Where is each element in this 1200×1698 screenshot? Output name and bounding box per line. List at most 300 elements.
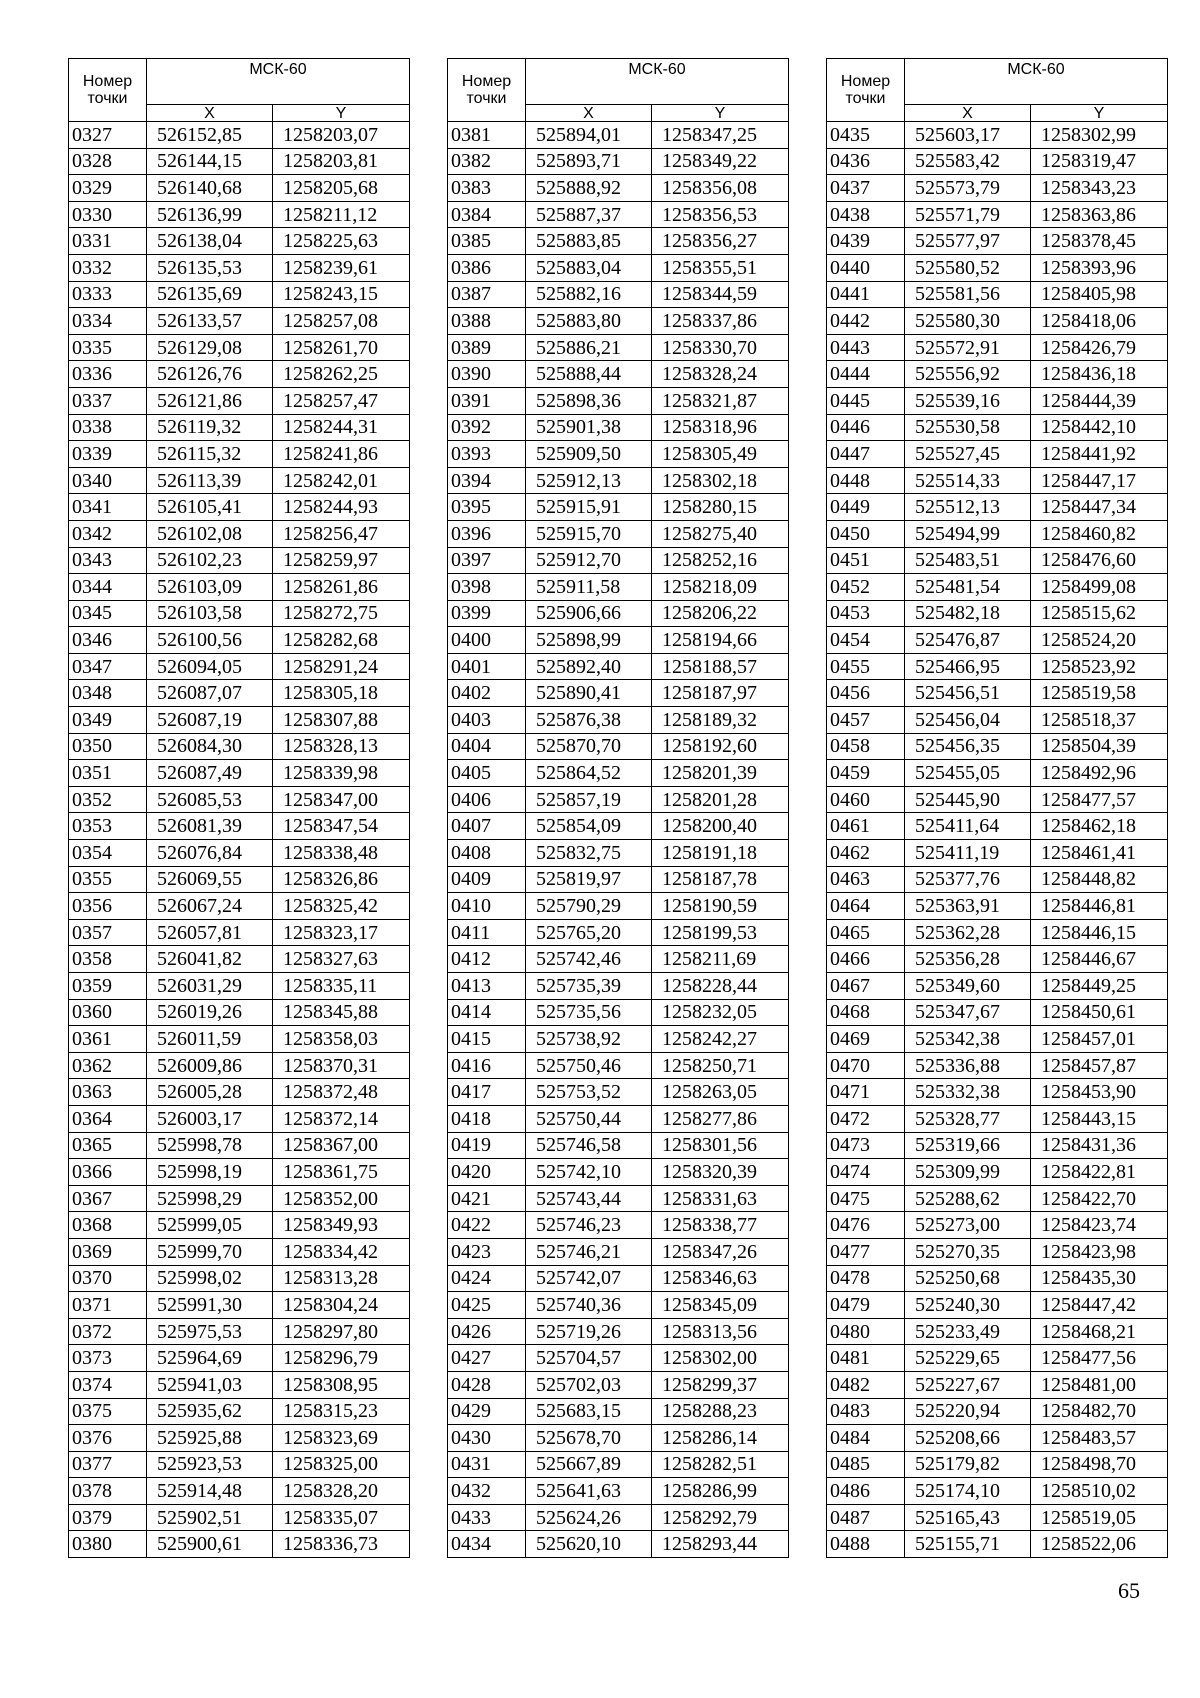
x-coordinate-cell: 525208,66 — [905, 1425, 1031, 1452]
y-coordinate-cell: 1258299,37 — [652, 1371, 789, 1398]
table-row — [69, 1478, 410, 1505]
x-coordinate-cell: 526094,05 — [147, 653, 273, 680]
table-row — [827, 786, 1168, 813]
table-row — [827, 1159, 1168, 1186]
point-number-cell: 0466 — [827, 946, 905, 973]
point-number-cell: 0334 — [69, 308, 147, 335]
table-row — [69, 1105, 410, 1132]
x-coordinate-cell: 525746,21 — [526, 1238, 652, 1265]
point-number-header — [69, 59, 147, 122]
point-number-cell: 0410 — [448, 893, 526, 920]
y-coordinate-cell: 1258477,56 — [1031, 1345, 1168, 1372]
x-coordinate-cell: 525883,04 — [526, 254, 652, 281]
y-coordinate-cell: 1258187,78 — [652, 866, 789, 893]
table-row — [69, 919, 410, 946]
table-row — [827, 1398, 1168, 1425]
y-coordinate-cell: 1258345,09 — [652, 1292, 789, 1319]
table-row — [69, 786, 410, 813]
y-coordinate-cell: 1258477,57 — [1031, 786, 1168, 813]
y-coordinate-cell: 1258448,82 — [1031, 866, 1168, 893]
point-number-cell: 0439 — [827, 228, 905, 255]
x-coordinate-cell: 525336,88 — [905, 1052, 1031, 1079]
x-coordinate-cell: 525750,44 — [526, 1105, 652, 1132]
point-number-cell: 0443 — [827, 334, 905, 361]
x-coordinate-cell: 525512,13 — [905, 494, 1031, 521]
x-coordinate-cell: 525892,40 — [526, 653, 652, 680]
point-number-cell: 0396 — [448, 520, 526, 547]
x-coordinate-cell: 526115,32 — [147, 441, 273, 468]
x-coordinate-cell: 525347,67 — [905, 999, 1031, 1026]
point-number-cell: 0399 — [448, 600, 526, 627]
point-number-cell: 0488 — [827, 1531, 905, 1558]
x-coordinate-cell: 525887,37 — [526, 201, 652, 228]
point-number-cell: 0474 — [827, 1159, 905, 1186]
y-coordinate-cell: 1258261,86 — [273, 574, 410, 601]
x-coordinate-cell: 526076,84 — [147, 840, 273, 867]
x-coordinate-cell: 525411,64 — [905, 813, 1031, 840]
point-number-cell: 0382 — [448, 148, 526, 175]
table-row — [448, 1398, 789, 1425]
point-number-cell: 0463 — [827, 866, 905, 893]
x-coordinate-cell: 526103,58 — [147, 600, 273, 627]
table-row — [448, 707, 789, 734]
y-coordinate-cell: 1258200,40 — [652, 813, 789, 840]
y-coordinate-cell: 1258352,00 — [273, 1185, 410, 1212]
table-row — [448, 1079, 789, 1106]
y-coordinate-cell: 1258291,24 — [273, 653, 410, 680]
y-coordinate-cell: 1258187,97 — [652, 680, 789, 707]
point-number-cell: 0475 — [827, 1185, 905, 1212]
y-coordinate-cell: 1258447,42 — [1031, 1292, 1168, 1319]
x-coordinate-cell: 526019,26 — [147, 999, 273, 1026]
y-coordinate-cell: 1258422,81 — [1031, 1159, 1168, 1186]
point-number-cell: 0451 — [827, 547, 905, 574]
table-row — [448, 494, 789, 521]
x-coordinate-cell: 525870,70 — [526, 733, 652, 760]
point-number-cell: 0392 — [448, 414, 526, 441]
point-number-header-line2: точки — [845, 90, 886, 107]
y-coordinate-cell: 1258192,60 — [652, 733, 789, 760]
point-number-cell: 0455 — [827, 653, 905, 680]
point-number-cell: 0394 — [448, 467, 526, 494]
x-coordinate-cell: 525240,30 — [905, 1292, 1031, 1319]
y-coordinate-cell: 1258457,01 — [1031, 1026, 1168, 1053]
point-number-cell: 0344 — [69, 574, 147, 601]
point-number-cell: 0362 — [69, 1052, 147, 1079]
point-number-cell: 0419 — [448, 1132, 526, 1159]
table-row — [448, 1026, 789, 1053]
x-coordinate-cell: 525883,80 — [526, 308, 652, 335]
table-row — [69, 494, 410, 521]
point-number-cell: 0373 — [69, 1345, 147, 1372]
y-coordinate-cell: 1258308,95 — [273, 1371, 410, 1398]
y-coordinate-cell: 1258355,51 — [652, 254, 789, 281]
x-coordinate-cell: 525832,75 — [526, 840, 652, 867]
point-number-cell: 0483 — [827, 1398, 905, 1425]
y-coordinate-cell: 1258288,23 — [652, 1398, 789, 1425]
x-coordinate-cell: 525683,15 — [526, 1398, 652, 1425]
x-coordinate-cell: 526041,82 — [147, 946, 273, 973]
x-coordinate-cell: 525476,87 — [905, 627, 1031, 654]
x-coordinate-cell: 526119,32 — [147, 414, 273, 441]
point-number-cell: 0449 — [827, 494, 905, 521]
table-row — [448, 1371, 789, 1398]
y-coordinate-cell: 1258305,18 — [273, 680, 410, 707]
point-number-header-line2: точки — [87, 90, 128, 107]
point-number-cell: 0447 — [827, 441, 905, 468]
point-number-cell: 0418 — [448, 1105, 526, 1132]
point-number-cell: 0359 — [69, 973, 147, 1000]
x-coordinate-cell: 525941,03 — [147, 1371, 273, 1398]
table-row — [448, 919, 789, 946]
x-coordinate-cell: 525998,02 — [147, 1265, 273, 1292]
point-number-cell: 0444 — [827, 361, 905, 388]
table-row — [827, 1371, 1168, 1398]
point-number-cell: 0384 — [448, 201, 526, 228]
table-row — [69, 1185, 410, 1212]
x-coordinate-cell: 525888,92 — [526, 175, 652, 202]
point-number-cell: 0350 — [69, 733, 147, 760]
table-row — [448, 254, 789, 281]
y-coordinate-cell: 1258326,86 — [273, 866, 410, 893]
point-number-cell: 0423 — [448, 1238, 526, 1265]
table-row — [69, 600, 410, 627]
table-row — [827, 1292, 1168, 1319]
y-coordinate-cell: 1258328,20 — [273, 1478, 410, 1505]
table-row — [69, 1026, 410, 1053]
point-number-cell: 0338 — [69, 414, 147, 441]
y-coordinate-cell: 1258280,15 — [652, 494, 789, 521]
table-row — [69, 281, 410, 308]
y-coordinate-cell: 1258356,08 — [652, 175, 789, 202]
x-coordinate-cell: 525912,70 — [526, 547, 652, 574]
table-row — [69, 520, 410, 547]
x-coordinate-cell: 525743,44 — [526, 1185, 652, 1212]
y-coordinate-cell: 1258446,81 — [1031, 893, 1168, 920]
point-number-cell: 0349 — [69, 707, 147, 734]
x-coordinate-cell: 526087,49 — [147, 760, 273, 787]
point-number-cell: 0433 — [448, 1504, 526, 1531]
point-number-cell: 0380 — [69, 1531, 147, 1558]
point-number-cell: 0477 — [827, 1238, 905, 1265]
x-coordinate-cell: 525482,18 — [905, 600, 1031, 627]
point-number-cell: 0393 — [448, 441, 526, 468]
y-coordinate-cell: 1258468,21 — [1031, 1318, 1168, 1345]
point-number-cell: 0353 — [69, 813, 147, 840]
y-coordinate-cell: 1258442,10 — [1031, 414, 1168, 441]
x-coordinate-cell: 526100,56 — [147, 627, 273, 654]
x-column-header: X — [147, 105, 273, 122]
x-coordinate-cell: 525746,58 — [526, 1132, 652, 1159]
table-row — [827, 361, 1168, 388]
y-coordinate-cell: 1258244,93 — [273, 494, 410, 521]
y-coordinate-cell: 1258261,70 — [273, 334, 410, 361]
table-row — [69, 1425, 410, 1452]
table-row — [448, 1105, 789, 1132]
point-number-header — [448, 59, 526, 122]
x-coordinate-cell: 526136,99 — [147, 201, 273, 228]
table-row — [827, 1504, 1168, 1531]
table-row — [448, 866, 789, 893]
point-number-cell: 0345 — [69, 600, 147, 627]
point-number-cell: 0454 — [827, 627, 905, 654]
y-coordinate-cell: 1258203,07 — [273, 122, 410, 149]
table-row — [69, 946, 410, 973]
x-coordinate-cell: 525229,65 — [905, 1345, 1031, 1372]
x-coordinate-cell: 526069,55 — [147, 866, 273, 893]
x-coordinate-cell: 525620,10 — [526, 1531, 652, 1558]
table-row — [448, 1478, 789, 1505]
table-row — [827, 547, 1168, 574]
point-number-cell: 0390 — [448, 361, 526, 388]
x-coordinate-cell: 525790,29 — [526, 893, 652, 920]
y-coordinate-cell: 1258313,28 — [273, 1265, 410, 1292]
point-number-cell: 0331 — [69, 228, 147, 255]
point-number-cell: 0339 — [69, 441, 147, 468]
point-number-cell: 0340 — [69, 467, 147, 494]
x-coordinate-cell: 526003,17 — [147, 1105, 273, 1132]
x-coordinate-cell: 525309,99 — [905, 1159, 1031, 1186]
table-row — [69, 1079, 410, 1106]
y-coordinate-cell: 1258292,79 — [652, 1504, 789, 1531]
x-coordinate-cell: 525481,54 — [905, 574, 1031, 601]
x-coordinate-cell: 525923,53 — [147, 1451, 273, 1478]
point-number-cell: 0369 — [69, 1238, 147, 1265]
point-number-cell: 0409 — [448, 866, 526, 893]
x-coordinate-cell: 525819,97 — [526, 866, 652, 893]
point-number-cell: 0434 — [448, 1531, 526, 1558]
y-coordinate-cell: 1258286,14 — [652, 1425, 789, 1452]
x-coordinate-cell: 525332,38 — [905, 1079, 1031, 1106]
table-row — [69, 1504, 410, 1531]
x-coordinate-cell: 526067,24 — [147, 893, 273, 920]
point-number-cell: 0365 — [69, 1132, 147, 1159]
x-coordinate-cell: 525925,88 — [147, 1425, 273, 1452]
x-coordinate-cell: 525174,10 — [905, 1478, 1031, 1505]
x-coordinate-cell: 525882,16 — [526, 281, 652, 308]
point-number-cell: 0458 — [827, 733, 905, 760]
y-coordinate-cell: 1258307,88 — [273, 707, 410, 734]
point-number-cell: 0415 — [448, 1026, 526, 1053]
x-coordinate-cell: 525742,10 — [526, 1159, 652, 1186]
y-coordinate-cell: 1258405,98 — [1031, 281, 1168, 308]
point-number-cell: 0346 — [69, 627, 147, 654]
x-coordinate-cell: 526031,29 — [147, 973, 273, 1000]
y-coordinate-cell: 1258518,37 — [1031, 707, 1168, 734]
point-number-cell: 0363 — [69, 1079, 147, 1106]
point-number-cell: 0348 — [69, 680, 147, 707]
x-coordinate-cell: 525356,28 — [905, 946, 1031, 973]
point-number-cell: 0387 — [448, 281, 526, 308]
table-row — [448, 308, 789, 335]
y-coordinate-cell: 1258206,22 — [652, 600, 789, 627]
table-row — [69, 1238, 410, 1265]
y-coordinate-cell: 1258241,86 — [273, 441, 410, 468]
x-coordinate-cell: 525667,89 — [526, 1451, 652, 1478]
y-coordinate-cell: 1258446,67 — [1031, 946, 1168, 973]
y-coordinate-cell: 1258250,71 — [652, 1052, 789, 1079]
x-coordinate-cell: 526102,23 — [147, 547, 273, 574]
y-coordinate-cell: 1258372,14 — [273, 1105, 410, 1132]
x-coordinate-cell: 525750,46 — [526, 1052, 652, 1079]
point-number-cell: 0405 — [448, 760, 526, 787]
x-coordinate-cell: 525854,09 — [526, 813, 652, 840]
point-number-cell: 0357 — [69, 919, 147, 946]
x-coordinate-cell: 525494,99 — [905, 520, 1031, 547]
table-row — [827, 334, 1168, 361]
x-coordinate-cell: 526087,07 — [147, 680, 273, 707]
x-coordinate-cell: 525890,41 — [526, 680, 652, 707]
table-row — [448, 999, 789, 1026]
x-coordinate-cell: 525603,17 — [905, 122, 1031, 149]
y-coordinate-cell: 1258320,39 — [652, 1159, 789, 1186]
y-coordinate-cell: 1258301,56 — [652, 1132, 789, 1159]
point-number-cell: 0461 — [827, 813, 905, 840]
y-coordinate-cell: 1258476,60 — [1031, 547, 1168, 574]
y-coordinate-cell: 1258492,96 — [1031, 760, 1168, 787]
point-number-cell: 0388 — [448, 308, 526, 335]
table-row — [69, 361, 410, 388]
table-row — [827, 1318, 1168, 1345]
point-number-cell: 0398 — [448, 574, 526, 601]
table-row — [827, 760, 1168, 787]
table-row — [827, 1105, 1168, 1132]
point-number-cell: 0370 — [69, 1265, 147, 1292]
point-number-cell: 0401 — [448, 653, 526, 680]
table-row — [448, 1318, 789, 1345]
point-number-cell: 0376 — [69, 1425, 147, 1452]
x-coordinate-cell: 525735,56 — [526, 999, 652, 1026]
x-coordinate-cell: 525911,58 — [526, 574, 652, 601]
y-coordinate-cell: 1258449,25 — [1031, 973, 1168, 1000]
x-coordinate-cell: 526103,09 — [147, 574, 273, 601]
point-number-cell: 0364 — [69, 1105, 147, 1132]
table-row — [827, 893, 1168, 920]
x-coordinate-cell: 525349,60 — [905, 973, 1031, 1000]
x-coordinate-cell: 525270,35 — [905, 1238, 1031, 1265]
y-coordinate-cell: 1258263,05 — [652, 1079, 789, 1106]
point-number-cell: 0450 — [827, 520, 905, 547]
table-row — [448, 1185, 789, 1212]
y-coordinate-cell: 1258328,24 — [652, 361, 789, 388]
y-coordinate-cell: 1258358,03 — [273, 1026, 410, 1053]
y-coordinate-cell: 1258346,63 — [652, 1265, 789, 1292]
table-row — [448, 414, 789, 441]
y-coordinate-cell: 1258225,63 — [273, 228, 410, 255]
y-coordinate-cell: 1258304,24 — [273, 1292, 410, 1319]
y-coordinate-cell: 1258203,81 — [273, 148, 410, 175]
point-number-cell: 0332 — [69, 254, 147, 281]
x-coordinate-cell: 525902,51 — [147, 1504, 273, 1531]
x-coordinate-cell: 525678,70 — [526, 1425, 652, 1452]
y-coordinate-cell: 1258302,00 — [652, 1345, 789, 1372]
x-coordinate-cell: 526126,76 — [147, 361, 273, 388]
point-number-cell: 0360 — [69, 999, 147, 1026]
point-number-cell: 0404 — [448, 733, 526, 760]
y-coordinate-cell: 1258347,00 — [273, 786, 410, 813]
x-coordinate-cell: 525975,53 — [147, 1318, 273, 1345]
table-row — [448, 441, 789, 468]
point-number-cell: 0417 — [448, 1079, 526, 1106]
y-coordinate-cell: 1258363,86 — [1031, 201, 1168, 228]
y-coordinate-cell: 1258462,18 — [1031, 813, 1168, 840]
point-number-cell: 0452 — [827, 574, 905, 601]
point-number-cell: 0342 — [69, 520, 147, 547]
point-number-cell: 0435 — [827, 122, 905, 149]
x-coordinate-cell: 525411,19 — [905, 840, 1031, 867]
y-coordinate-cell: 1258188,57 — [652, 653, 789, 680]
y-coordinate-cell: 1258347,54 — [273, 813, 410, 840]
point-number-cell: 0445 — [827, 387, 905, 414]
point-number-cell: 0400 — [448, 627, 526, 654]
y-coordinate-cell: 1258423,74 — [1031, 1212, 1168, 1239]
table-row — [827, 254, 1168, 281]
table-row — [69, 653, 410, 680]
x-coordinate-cell: 525581,56 — [905, 281, 1031, 308]
table-row — [448, 547, 789, 574]
point-number-cell: 0427 — [448, 1345, 526, 1372]
x-coordinate-cell: 525580,30 — [905, 308, 1031, 335]
x-coordinate-cell: 525573,79 — [905, 175, 1031, 202]
y-coordinate-cell: 1258524,20 — [1031, 627, 1168, 654]
table-row — [448, 840, 789, 867]
table-row — [69, 1265, 410, 1292]
table-row — [69, 893, 410, 920]
table-row — [827, 1079, 1168, 1106]
point-number-cell: 0460 — [827, 786, 905, 813]
point-number-cell: 0472 — [827, 1105, 905, 1132]
x-coordinate-cell: 525155,71 — [905, 1531, 1031, 1558]
x-coordinate-cell: 525514,33 — [905, 467, 1031, 494]
y-coordinate-cell: 1258302,18 — [652, 467, 789, 494]
x-coordinate-cell: 525227,67 — [905, 1371, 1031, 1398]
point-number-cell: 0336 — [69, 361, 147, 388]
x-coordinate-cell: 525220,94 — [905, 1398, 1031, 1425]
table-row — [827, 653, 1168, 680]
point-number-cell: 0422 — [448, 1212, 526, 1239]
point-number-cell: 0428 — [448, 1371, 526, 1398]
table-row — [69, 387, 410, 414]
y-coordinate-cell: 1258335,11 — [273, 973, 410, 1000]
coordinate-system-header: МСК-60 — [147, 59, 410, 105]
x-coordinate-cell: 525165,43 — [905, 1504, 1031, 1531]
y-coordinate-cell: 1258426,79 — [1031, 334, 1168, 361]
table-row — [827, 520, 1168, 547]
x-coordinate-cell: 525735,39 — [526, 973, 652, 1000]
table-body — [69, 122, 410, 1558]
table-row — [448, 1531, 789, 1558]
y-coordinate-cell: 1258345,88 — [273, 999, 410, 1026]
table-row — [69, 1132, 410, 1159]
table-body — [448, 122, 789, 1558]
table-row — [69, 334, 410, 361]
point-number-cell: 0421 — [448, 1185, 526, 1212]
y-coordinate-cell: 1258305,49 — [652, 441, 789, 468]
point-number-cell: 0468 — [827, 999, 905, 1026]
x-coordinate-cell: 526113,39 — [147, 467, 273, 494]
table-row — [827, 1212, 1168, 1239]
table-row — [827, 866, 1168, 893]
table-row — [448, 813, 789, 840]
point-number-cell: 0467 — [827, 973, 905, 1000]
x-coordinate-cell: 526135,69 — [147, 281, 273, 308]
x-coordinate-cell: 525530,58 — [905, 414, 1031, 441]
y-coordinate-cell: 1258483,57 — [1031, 1425, 1168, 1452]
table-row — [827, 574, 1168, 601]
y-coordinate-cell: 1258318,96 — [652, 414, 789, 441]
point-number-cell: 0391 — [448, 387, 526, 414]
y-coordinate-cell: 1258334,42 — [273, 1238, 410, 1265]
